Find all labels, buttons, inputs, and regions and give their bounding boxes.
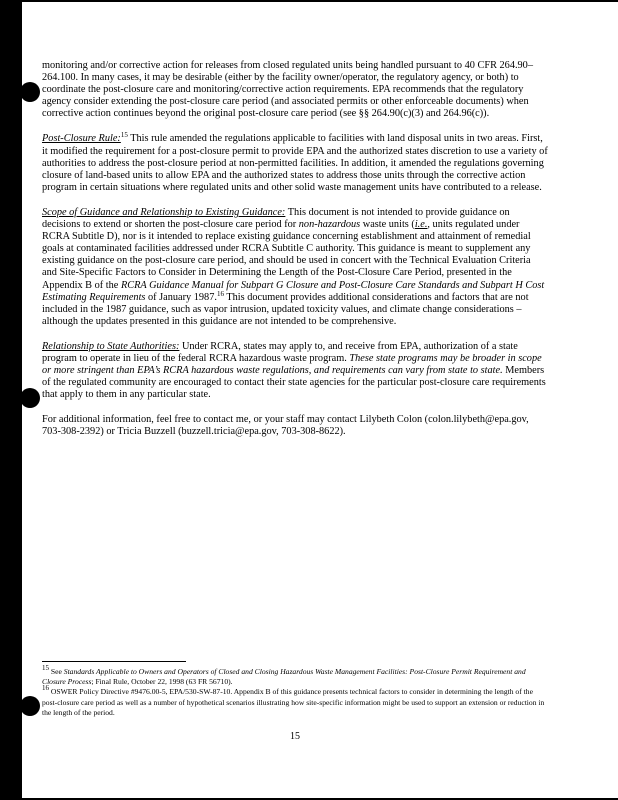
body-text [42, 60, 548, 452]
paragraph-scope-of-guidance: Scope of Guidance and Relationship to Existing Guidance: This document is not intended to provide guidance on decisions to extend or shorten the post-closure care period for non-hazardous waste units (i.e., units regulated under RCRA Subtitle D), nor is it intended to replace existing guidance concerning establishment and attainment of remedial goals at contaminated facilities addressed under RCRA Subtitle C authority. This guidance is meant to supplement any existing guidance on the post-closure care period, and should be used in concert with the Technical Evaluation Criteria and Site-Specific Factors to Consider in Determining the Length of the Post-Closure Care Period, presented in the Appendix B of the RCRA Guidance Manual for Subpart G Closure and Post-Closure Care Standards and Subpart H Cost Estimating Requirements of January 1987.16 This document provides additional considerations and factors that are not included in the 1987 guidance, such as vapor intrusion, updated toxicity values, and climate change considerations – although the updates presented in this guidance are not intended to be comprehensive. [42, 206, 545, 327]
paragraph-state-authorities: Relationship to State Authorities: Under RCRA, states may apply to, and receive from EPA, authorization of a state program to operate in lieu of the federal RCRA hazardous waste program. These state programs may be broader in scope or more stringent than EPA’s RCRA hazardous waste regulations, and requirements can vary from state to state. Members of the regulated community are encouraged to contact their state agencies for the particular post-closure care requirements that apply to them in any particular state. [42, 340, 546, 401]
heading-post-closure-rule: Post-Closure Rule: [42, 133, 121, 145]
punch-hole-middle [20, 388, 40, 408]
footnote-15: $^{15}$ See Standards Applicable to Owners and Operators of Closed and Closing Hazardous Waste Management Facilities: Post-Closure Permit Requirement and Closure Process; Final Rule, October 22, 1998 (63 FR 56710). [42, 664, 526, 687]
paragraph-monitoring: monitoring and/or corrective action for releases from closed regulated units being handled pursuant to 40 CFR 264.90–264.100. In many cases, it may be desirable (either by the facility owner/operator, the regulatory agency, or both) to coordinate the post-closure care and monitoring/corrective action requirements. EPA recommends that the regulatory agency consider extending the post-closure care period (and associated permits or other enforceable documents) when corrective action continues beyond the original post-closure care period (see §§ 264.90(c)(3) and 264.96(c)). [42, 60, 533, 120]
punch-hole-bottom [20, 696, 40, 716]
footnote-ref-16: 16 [216, 289, 224, 298]
footnotes [42, 664, 550, 718]
paragraph-contact-info: For additional information, feel free to contact me, or your staff may contact Lilybeth Colon (colon.lilybeth@epa.gov, 703-308-2392) or Tricia Buzzell (buzzell.tricia@epa.gov, 703-308-8622). [42, 414, 529, 438]
page-number: 15 [290, 731, 300, 742]
heading-state-authorities: Relationship to State Authorities: [42, 340, 180, 352]
punch-hole-top [20, 82, 40, 102]
manual-title: RCRA Guidance Manual for Subpart G Closure and Post-Closure Care Standards and Subpart H Cost Estimating Requirements [42, 279, 545, 303]
footnote-divider [42, 661, 186, 662]
footnote-16: $^{16}$ OSWER Policy Directive #9476.00-5, EPA/530-SW-87-10. Appendix B of this guidance presents technical factors to consider in determining the length of the post-closure care period as well as a number of hypothetical scenarios illustrating how site-specific information might be used to support an extension or reduction in the length of the period. [42, 684, 545, 717]
paragraph-post-closure-rule: Post-Closure Rule:$^{15}$ This rule amended the regulations applicable to facilities with land disposal units in two areas. First, it modified the requirement for a post-closure permit to provide EPA and the authorized states discretion to use a variety of authorities to address the post-closure period at non-permitted facilities. In addition, it amended the regulations governing closure of land-based units to allow EPA and the authorized states to address those units through the corrective action program in certain situations where regulated units and other solid waste management units have contributed to a release. [42, 131, 548, 193]
heading-scope-of-guidance: Scope of Guidance and Relationship to Existing Guidance: [42, 206, 286, 218]
footnote-ref-15: 15 [120, 131, 128, 140]
